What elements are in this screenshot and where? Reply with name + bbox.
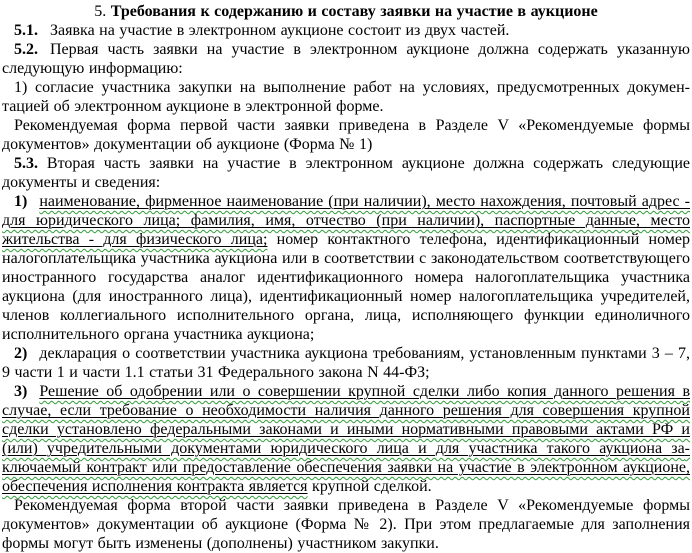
- clause-5-3-item-1: [2, 192, 690, 344]
- clause-5-3: [2, 154, 690, 192]
- text-run: 1): [14, 193, 28, 210]
- text-run: 5.2.: [14, 41, 38, 58]
- clause-5-3-note: [2, 496, 690, 553]
- text-run: Рекомендуемая форма первой части заявки приведена в Разделе V «Рекомендуемые формы документов» документации об аукционе (Форма № 1): [2, 117, 690, 153]
- text-run: 1) согласие участника закупки на выполнение работ на условиях, предусмотренных документацией об электронном аукционе в электронной форме.: [2, 79, 690, 115]
- underlined-text: Решение об одобрении или о совершении крупной сделки либо копия данного решения в случае, если требование о необходимости наличия данного решения для совершения крупной сделки установлено федеральными законами и иными нормативными правовыми актами РФ и (или) учредительными документами юридического лица и для участника такого аукциона заключаемый контракт или предоставление обеспечения заявки на участие в электронном аукционе, обеспечения исполнения контракта является: [2, 383, 690, 495]
- text-run: Первая часть заявки на участие в электронном аукционе должна содержать указанную следующую информацию:: [2, 41, 690, 77]
- text-run: 5.: [94, 3, 111, 20]
- clause-5-2-item-1: [2, 78, 690, 116]
- text-run: Требования к содержанию и составу заявки на участие в аукционе: [110, 3, 598, 20]
- clause-5-3-item-3: [2, 382, 690, 496]
- underlined-text: наименование, фирменное наименование (при наличии), место нахождения, почтовый адрес - для юридического лица; фамилия, имя, отчество (при наличии), паспортные данные, место жительства - для физического лица;: [2, 193, 690, 248]
- text-run: крупной сделкой.: [307, 478, 432, 495]
- text-run: декларация о соответствии участника аукциона требованиям, установленным пунктами 3 – 7, 9 части 1 и части 1.1 статьи 31 Федерального закона N 44-ФЗ;: [2, 345, 690, 381]
- clause-5-1: [2, 21, 690, 40]
- text-run: номер контактного телефона, идентификационный номер налогоплательщика участника аукциона или в соответствии с законодательством соответствующего иностранного государства аналог идентификационного номера налогоплательщика участника аукциона (для иностранного лица), идентификационный номер налогоплательщика учредителей, членов коллегиального исполнительного органа, лица, исполняющего функции единоличного исполнительного органа участника аукциона;: [2, 231, 691, 343]
- section-heading: [2, 2, 690, 21]
- text-run: 5.1.: [14, 22, 38, 39]
- text-run: 3): [14, 383, 28, 400]
- text-run: Вторая часть заявки на участие в электронном аукционе должна содержать следующие документы и сведения:: [2, 155, 690, 191]
- text-run: Заявка на участие в электронном аукционе состоит из двух частей.: [50, 22, 510, 39]
- clause-5-3-item-2: [2, 344, 690, 382]
- text-run: 2): [14, 345, 28, 362]
- text-run: Рекомендуемая форма второй части заявки приведена в Разделе V «Рекомендуемые формы документов» документации об аукционе (Форма № 2). При этом предлагаемые для заполнения формы могут быть изменены (дополнены) участником закупки.: [2, 497, 690, 552]
- text-run: 5.3.: [14, 155, 38, 172]
- clause-5-2-note: [2, 116, 690, 154]
- clause-5-2: [2, 40, 690, 78]
